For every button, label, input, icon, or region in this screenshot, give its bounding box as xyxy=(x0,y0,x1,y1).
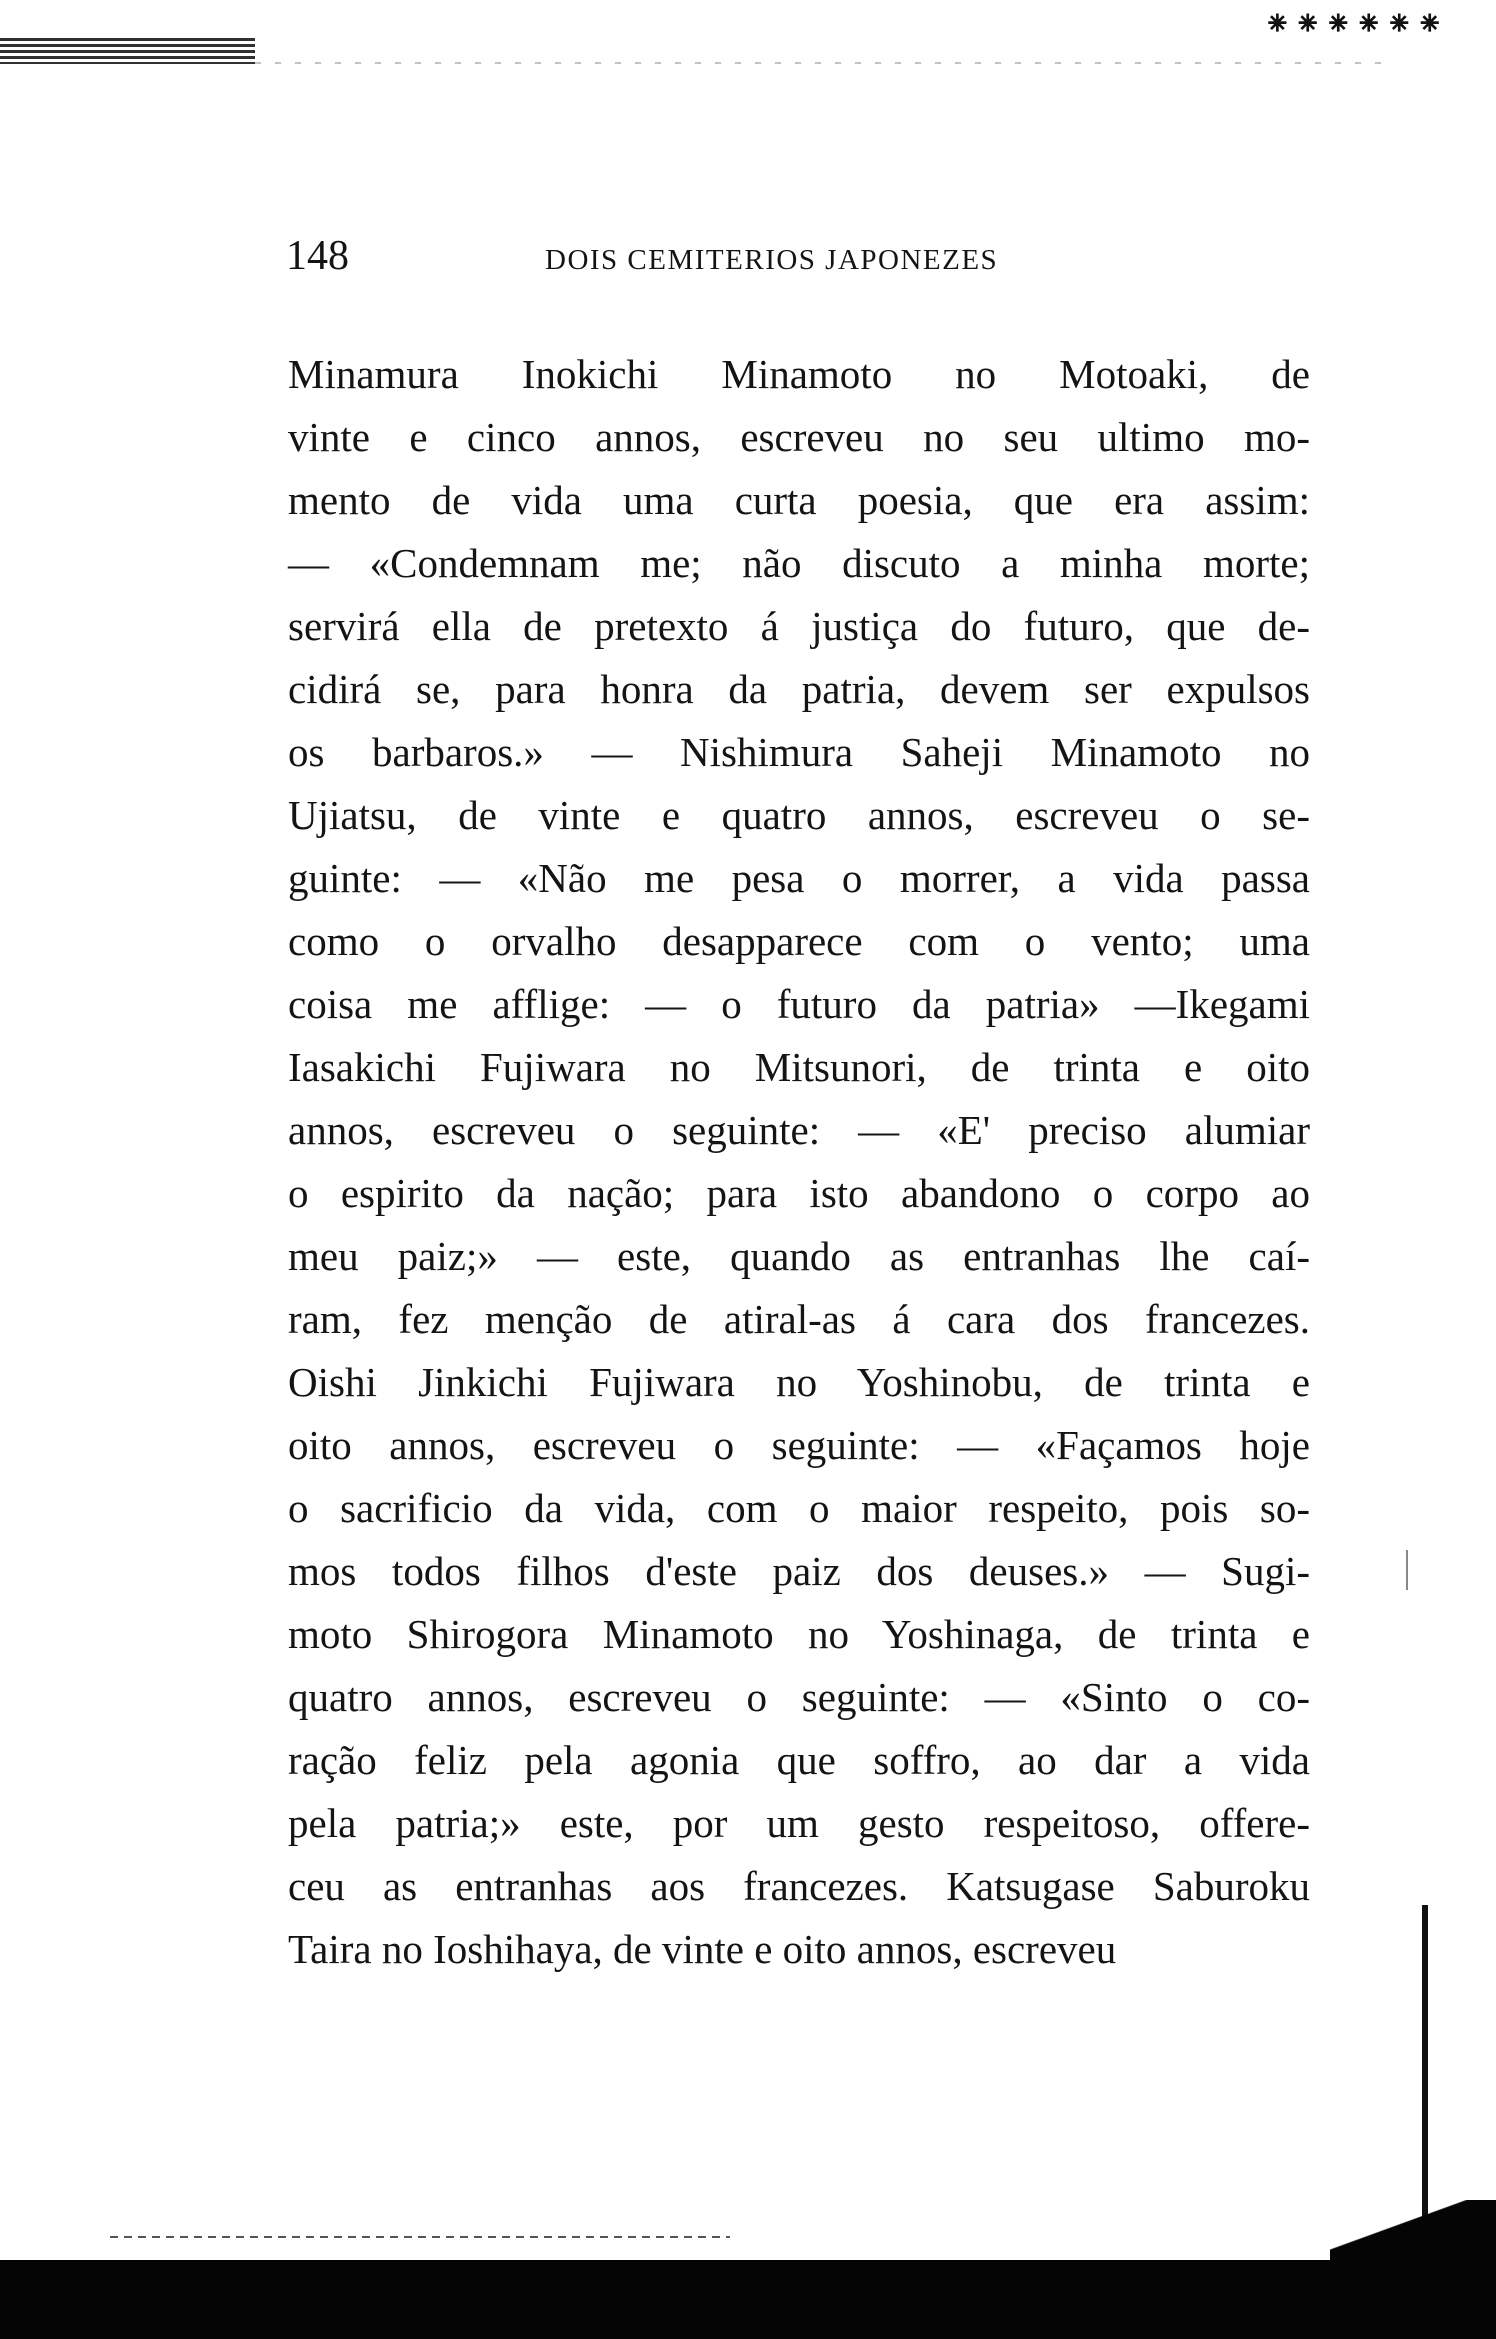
body-line: os barbaros.» — Nishimura Saheji Minamoto no xyxy=(288,729,1310,775)
body-line: Ujiatsu, de vinte e quatro annos, escreveu o se- xyxy=(288,792,1310,838)
body-line: como o orvalho desapparece com o vento; uma xyxy=(288,918,1310,964)
body-line: Taira no Ioshihaya, de vinte e oito annos, escreveu xyxy=(288,1926,1117,1972)
scan-edge-artifact-bottom-dashes xyxy=(110,2236,730,2238)
scan-edge-artifact-top xyxy=(255,62,1385,64)
body-line: o espirito da nação; para isto abandono o corpo ao xyxy=(288,1170,1310,1216)
scan-edge-artifact-bottom-right xyxy=(1330,2200,1496,2262)
body-line: moto Shirogora Minamoto no Yoshinaga, de trinta e xyxy=(288,1611,1310,1657)
body-line: Minamura Inokichi Minamoto no Motoaki, de xyxy=(288,351,1310,397)
body-line: Oishi Jinkichi Fujiwara no Yoshinobu, de trinta e xyxy=(288,1359,1310,1405)
body-line: ceu as entranhas aos francezes. Katsugase Saburoku xyxy=(288,1863,1310,1909)
scan-edge-artifact-bottom xyxy=(0,2260,1496,2339)
body-line: coisa me afflige: — o futuro da patria» —Ikegami xyxy=(288,981,1310,1027)
scan-edge-artifact-right xyxy=(1422,1905,1428,2235)
body-line: meu paiz;» — este, quando as entranhas lhe caí- xyxy=(288,1233,1310,1279)
body-line: pela patria;» este, por um gesto respeitoso, offere- xyxy=(288,1800,1310,1846)
body-line: cidirá se, para honra da patria, devem ser expulsos xyxy=(288,666,1310,712)
scan-edge-artifact-right-thin xyxy=(1406,1550,1408,1590)
body-line: — «Condemnam me; não discuto a minha morte; xyxy=(288,540,1310,586)
scan-edge-artifact-top-left xyxy=(0,38,255,64)
body-line: vinte e cinco annos, escreveu no seu ultimo mo- xyxy=(288,414,1310,460)
scan-ornament-glyphs: ⁕⁕⁕⁕⁕⁕ xyxy=(1263,4,1446,44)
page-number: 148 xyxy=(286,233,349,279)
body-line: annos, escreveu o seguinte: — «E' preciso alumiar xyxy=(288,1107,1310,1153)
body-line: quatro annos, escreveu o seguinte: — «Sinto o co- xyxy=(288,1674,1310,1720)
body-line: mos todos filhos d'este paiz dos deuses.» — Sugi- xyxy=(288,1548,1310,1594)
body-line: servirá ella de pretexto á justiça do futuro, que de- xyxy=(288,603,1310,649)
page-header xyxy=(286,232,1316,292)
body-line: mento de vida uma curta poesia, que era assim: xyxy=(288,477,1310,523)
body-line: oito annos, escreveu o seguinte: — «Façamos hoje xyxy=(288,1422,1310,1468)
running-head: DOIS CEMITERIOS JAPONEZES xyxy=(545,244,999,276)
body-line: Iasakichi Fujiwara no Mitsunori, de trinta e oito xyxy=(288,1044,1310,1090)
body-line: o sacrificio da vida, com o maior respeito, pois so- xyxy=(288,1485,1310,1531)
body-line: guinte: — «Não me pesa o morrer, a vida passa xyxy=(288,855,1310,901)
body-line: ram, fez menção de atiral-as á cara dos francezes. xyxy=(288,1296,1310,1342)
body-line: ração feliz pela agonia que soffro, ao dar a vida xyxy=(288,1737,1310,1783)
body-text xyxy=(288,343,1310,1981)
